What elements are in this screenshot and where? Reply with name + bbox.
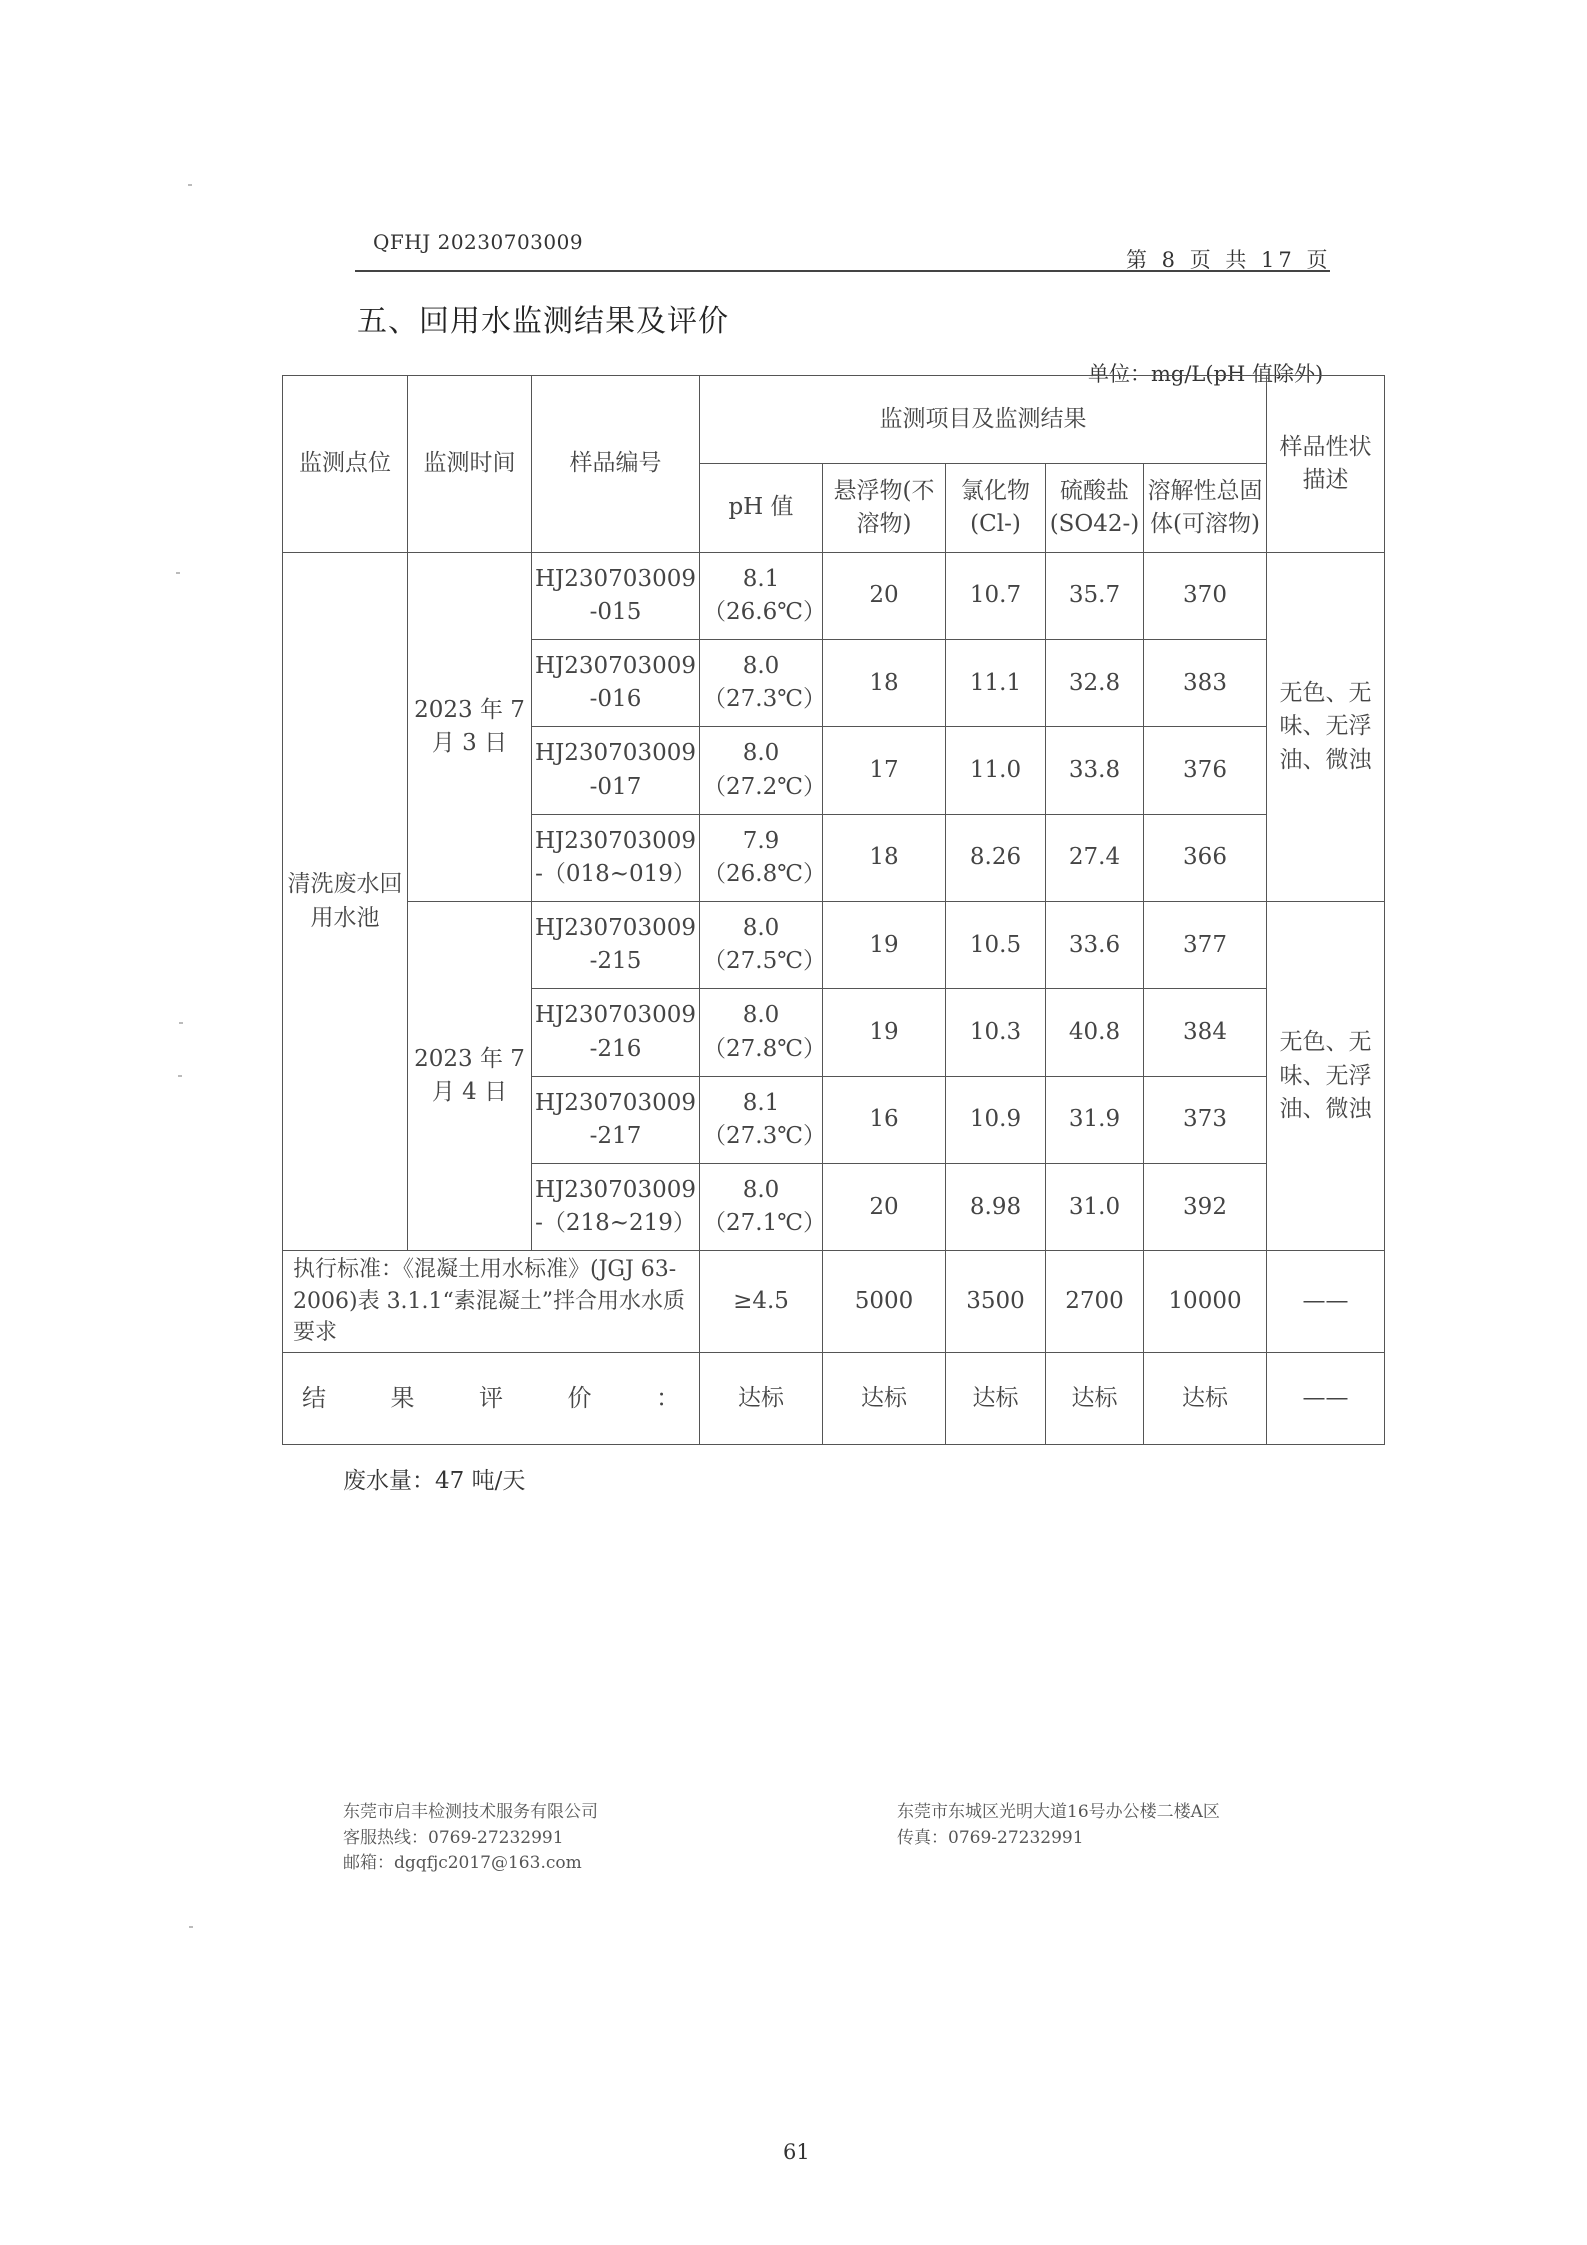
standard-ph: ≥4.5 bbox=[700, 1251, 823, 1352]
evaluation-row bbox=[283, 1352, 1385, 1444]
header-ph: pH 值 bbox=[700, 464, 823, 552]
standard-label: 执行标准：《混凝土用水标准》(JGJ 63-2006)表 3.1.1“素混凝土”拌合用水水质要求 bbox=[283, 1251, 700, 1352]
evaluation-desc: —— bbox=[1267, 1352, 1385, 1444]
ss-cell: 19 bbox=[823, 902, 946, 989]
evaluation-tds: 达标 bbox=[1144, 1352, 1267, 1444]
evaluation-ss: 达标 bbox=[823, 1352, 946, 1444]
evaluation-cl: 达标 bbox=[946, 1352, 1046, 1444]
header-cl: 氯化物(Cl-) bbox=[946, 464, 1046, 552]
standard-ss: 5000 bbox=[823, 1251, 946, 1352]
scan-speck bbox=[189, 1926, 193, 1928]
results-table bbox=[282, 375, 1385, 1445]
ph-cell: 8.0 （27.5℃） bbox=[700, 902, 823, 989]
scan-speck bbox=[188, 184, 192, 186]
evaluation-ph: 达标 bbox=[700, 1352, 823, 1444]
header-group: 监测项目及监测结果 bbox=[700, 376, 1267, 464]
header-rule bbox=[355, 270, 1330, 272]
header-desc: 样品性状描述 bbox=[1267, 376, 1385, 553]
desc-cell: 无色、无味、无浮油、微浊 bbox=[1267, 552, 1385, 901]
standard-row bbox=[283, 1251, 1385, 1352]
ss-cell: 18 bbox=[823, 640, 946, 727]
ss-cell: 16 bbox=[823, 1076, 946, 1163]
sample-id-cell: HJ230703009 -215 bbox=[532, 902, 700, 989]
header-so4: 硫酸盐(SO42-) bbox=[1046, 464, 1144, 552]
tds-cell: 384 bbox=[1144, 989, 1267, 1076]
header-point: 监测点位 bbox=[283, 376, 408, 553]
so4-cell: 31.0 bbox=[1046, 1164, 1144, 1251]
sample-id-cell: HJ230703009 -017 bbox=[532, 727, 700, 814]
ss-cell: 19 bbox=[823, 989, 946, 1076]
ph-cell: 8.0 （27.8℃） bbox=[700, 989, 823, 1076]
table-row bbox=[283, 552, 1385, 639]
header-tds: 溶解性总固体(可溶物) bbox=[1144, 464, 1267, 552]
footer-company: 东莞市启丰检测技术服务有限公司 bbox=[343, 1802, 598, 1822]
header-time: 监测时间 bbox=[408, 376, 532, 553]
sample-id-cell: HJ230703009 -（018~019） bbox=[532, 814, 700, 901]
ss-cell: 17 bbox=[823, 727, 946, 814]
tds-cell: 392 bbox=[1144, 1164, 1267, 1251]
ss-cell: 20 bbox=[823, 1164, 946, 1251]
page-indicator: 第 8 页 共 17 页 bbox=[1126, 248, 1332, 272]
wastewater-volume: 废水量：47 吨/天 bbox=[343, 1468, 526, 1494]
sample-id-cell: HJ230703009 -216 bbox=[532, 989, 700, 1076]
cl-cell: 10.7 bbox=[946, 552, 1046, 639]
ph-cell: 7.9 （26.8℃） bbox=[700, 814, 823, 901]
standard-so4: 2700 bbox=[1046, 1251, 1144, 1352]
ph-cell: 8.1 （27.3℃） bbox=[700, 1076, 823, 1163]
so4-cell: 33.8 bbox=[1046, 727, 1144, 814]
page-number: 61 bbox=[783, 2140, 810, 2164]
ss-cell: 18 bbox=[823, 814, 946, 901]
location-cell: 清洗废水回用水池 bbox=[283, 552, 408, 1251]
ph-cell: 8.0 （27.1℃） bbox=[700, 1164, 823, 1251]
report-number: QFHJ 20230703009 bbox=[373, 230, 584, 254]
footer-email: 邮箱：dgqfjc2017@163.com bbox=[343, 1853, 582, 1873]
tds-cell: 383 bbox=[1144, 640, 1267, 727]
cl-cell: 8.26 bbox=[946, 814, 1046, 901]
sample-id-cell: HJ230703009 -217 bbox=[532, 1076, 700, 1163]
sample-id-cell: HJ230703009 -016 bbox=[532, 640, 700, 727]
tds-cell: 366 bbox=[1144, 814, 1267, 901]
header-sample: 样品编号 bbox=[532, 376, 700, 553]
ss-cell: 20 bbox=[823, 552, 946, 639]
footer-address: 东莞市东城区光明大道16号办公楼二楼A区 bbox=[897, 1802, 1220, 1822]
date-cell: 2023 年 7 月 3 日 bbox=[408, 552, 532, 901]
cl-cell: 11.1 bbox=[946, 640, 1046, 727]
cl-cell: 10.3 bbox=[946, 989, 1046, 1076]
standard-desc: —— bbox=[1267, 1251, 1385, 1352]
ph-cell: 8.0 （27.2℃） bbox=[700, 727, 823, 814]
cl-cell: 8.98 bbox=[946, 1164, 1046, 1251]
so4-cell: 33.6 bbox=[1046, 902, 1144, 989]
scan-speck bbox=[178, 1075, 182, 1077]
tds-cell: 376 bbox=[1144, 727, 1267, 814]
sample-id-cell: HJ230703009 -015 bbox=[532, 552, 700, 639]
so4-cell: 31.9 bbox=[1046, 1076, 1144, 1163]
date-cell: 2023 年 7 月 4 日 bbox=[408, 902, 532, 1251]
so4-cell: 40.8 bbox=[1046, 989, 1144, 1076]
cl-cell: 11.0 bbox=[946, 727, 1046, 814]
scan-speck bbox=[176, 572, 180, 574]
standard-tds: 10000 bbox=[1144, 1251, 1267, 1352]
desc-cell: 无色、无味、无浮油、微浊 bbox=[1267, 902, 1385, 1251]
cl-cell: 10.9 bbox=[946, 1076, 1046, 1163]
header-ss: 悬浮物(不溶物) bbox=[823, 464, 946, 552]
ph-cell: 8.0 （27.3℃） bbox=[700, 640, 823, 727]
so4-cell: 35.7 bbox=[1046, 552, 1144, 639]
evaluation-so4: 达标 bbox=[1046, 1352, 1144, 1444]
footer-company-info bbox=[343, 1800, 598, 1877]
evaluation-label: 结 果 评 价 ： bbox=[283, 1352, 700, 1444]
tds-cell: 377 bbox=[1144, 902, 1267, 989]
tds-cell: 373 bbox=[1144, 1076, 1267, 1163]
so4-cell: 32.8 bbox=[1046, 640, 1144, 727]
cl-cell: 10.5 bbox=[946, 902, 1046, 989]
sample-id-cell: HJ230703009 -（218~219） bbox=[532, 1164, 700, 1251]
standard-cl: 3500 bbox=[946, 1251, 1046, 1352]
footer-address-info bbox=[897, 1800, 1220, 1851]
footer-fax: 传真：0769-27232991 bbox=[897, 1827, 1084, 1848]
scan-speck bbox=[179, 1022, 183, 1024]
ph-cell: 8.1 （26.6℃） bbox=[700, 552, 823, 639]
so4-cell: 27.4 bbox=[1046, 814, 1144, 901]
table-row bbox=[283, 902, 1385, 989]
footer-hotline: 客服热线：0769-27232991 bbox=[343, 1827, 564, 1848]
section-title: 五、回用水监测结果及评价 bbox=[357, 304, 729, 339]
tds-cell: 370 bbox=[1144, 552, 1267, 639]
unit-note: 单位：mg/L(pH 值除外) bbox=[1088, 362, 1324, 386]
